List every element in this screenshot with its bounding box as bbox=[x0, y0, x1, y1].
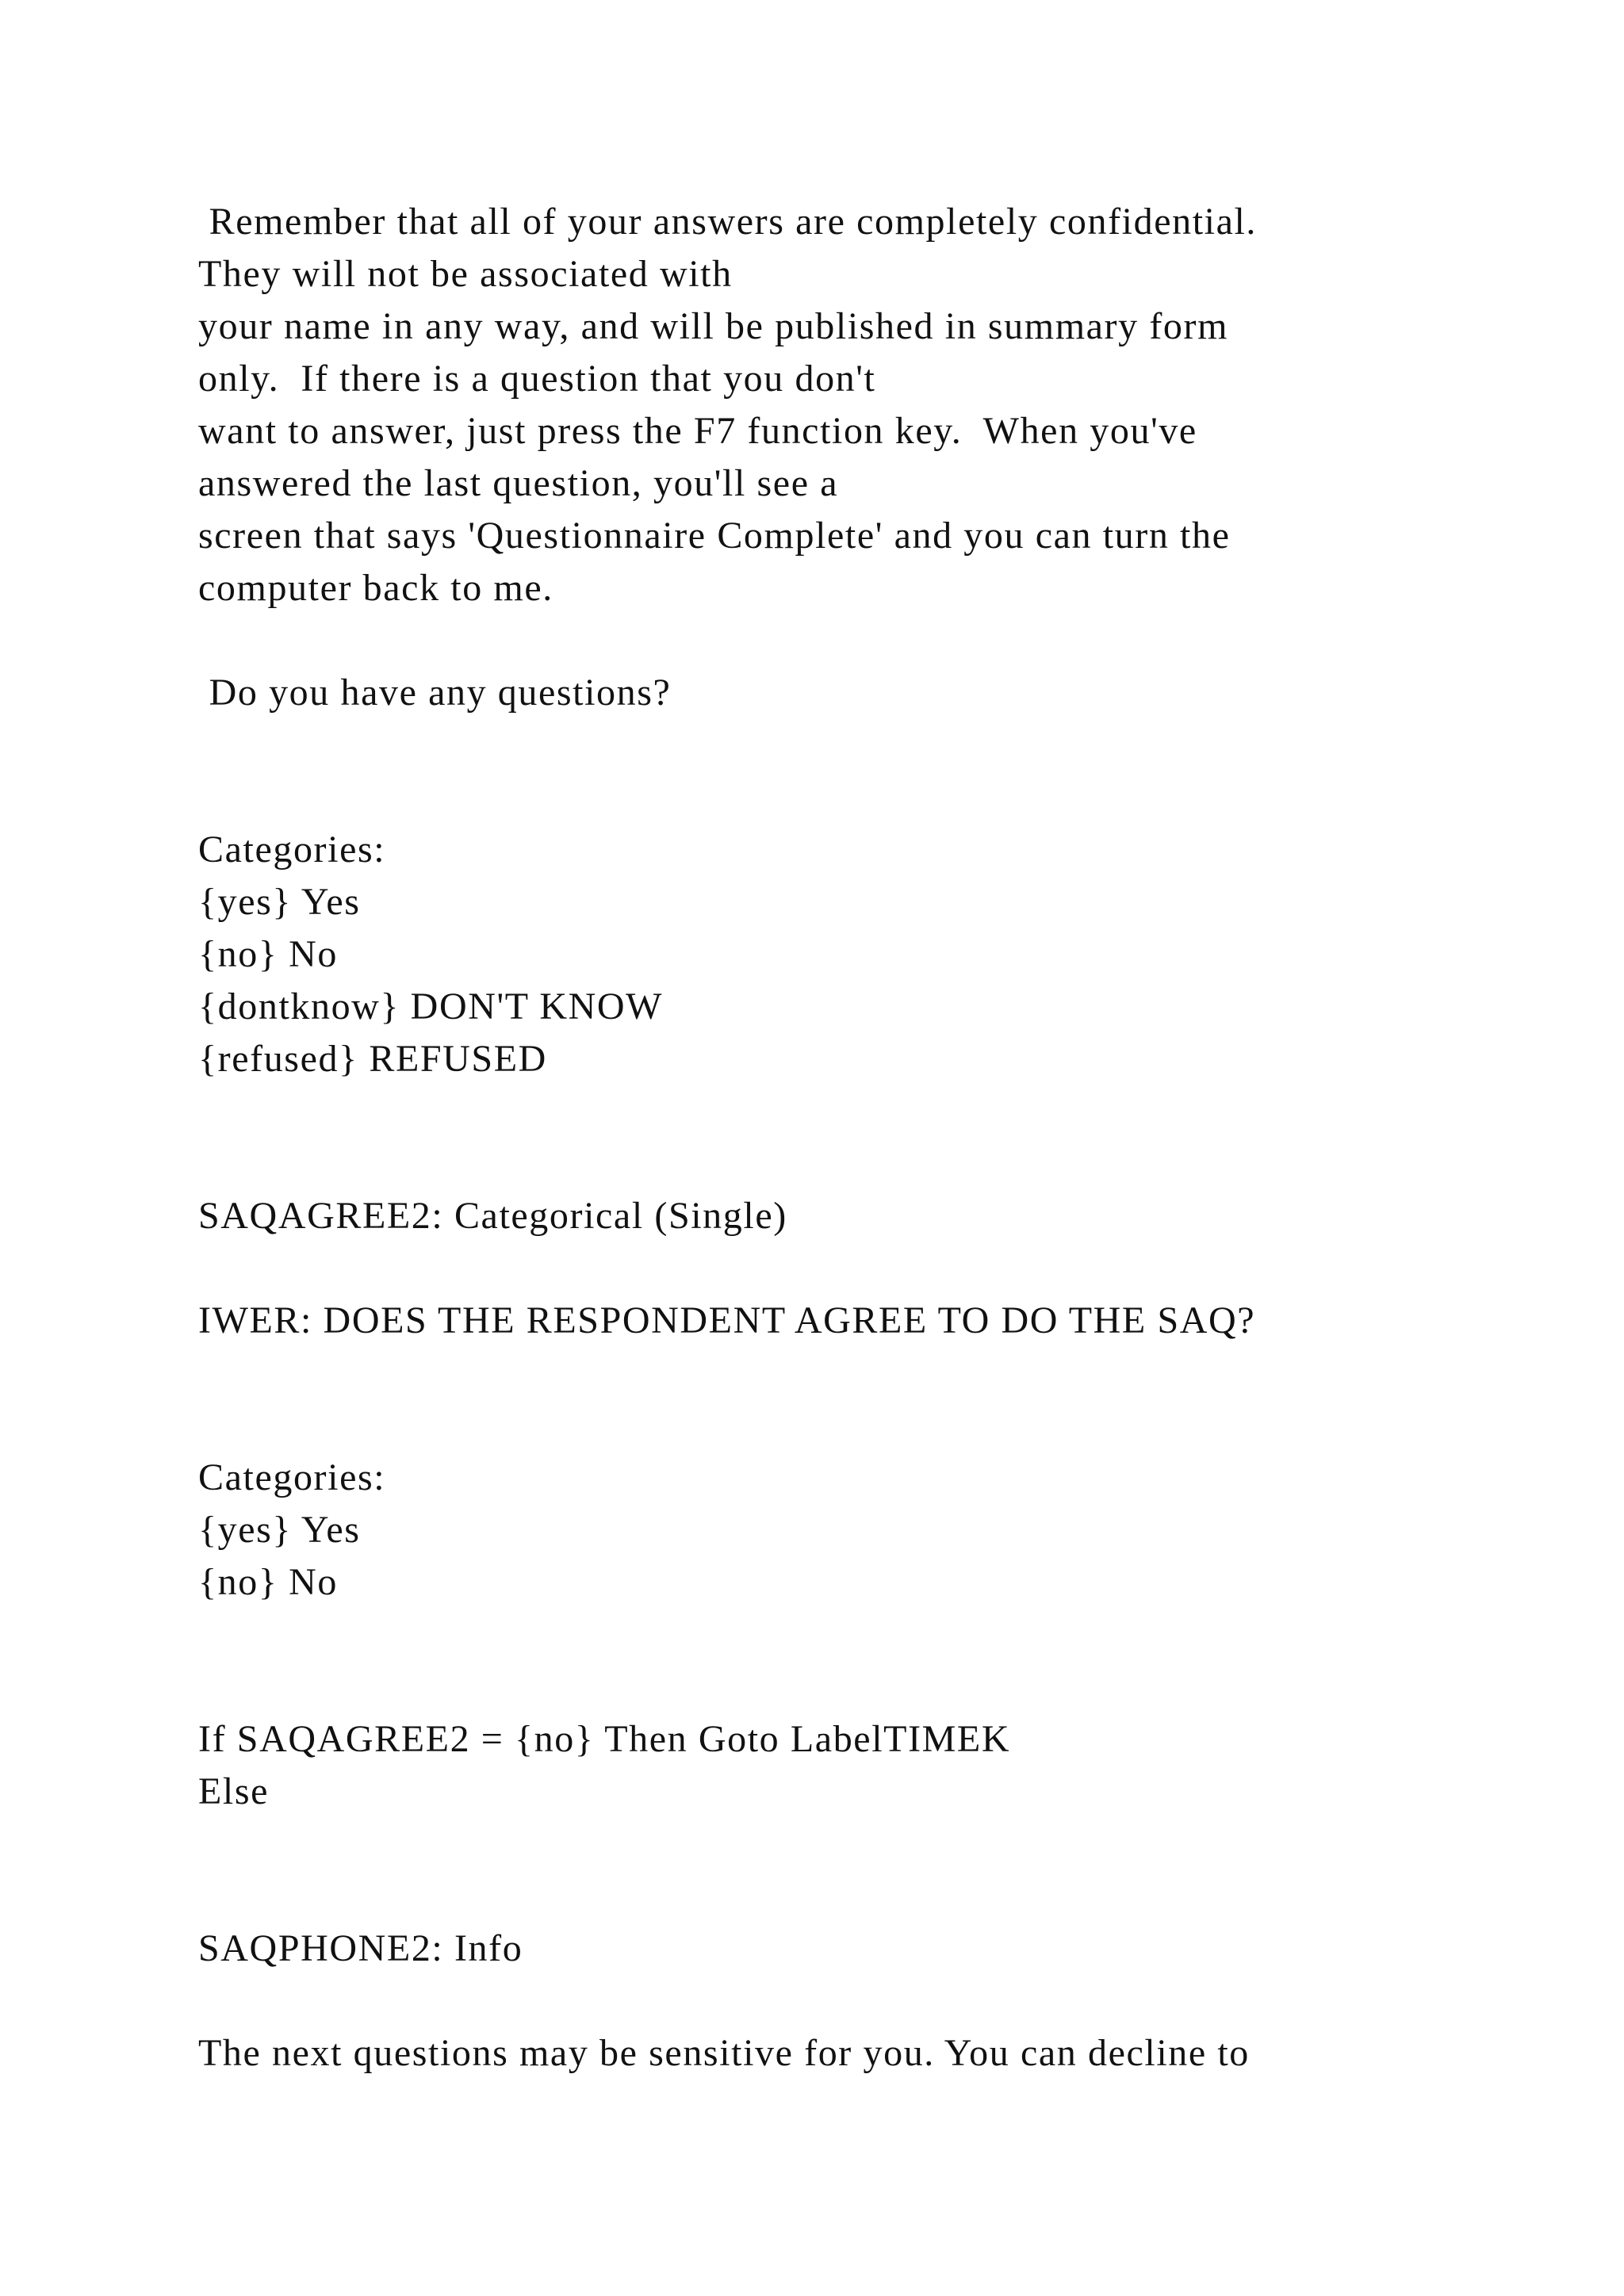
intro-line-6: answered the last question, you'll see a bbox=[198, 462, 839, 504]
category-item-no-2: {no} No bbox=[198, 1561, 338, 1603]
intro-question: Do you have any questions? bbox=[198, 672, 672, 714]
saqagree2-prompt: IWER: DOES THE RESPONDENT AGREE TO DO THE SAQ? bbox=[198, 1299, 1256, 1341]
logic-else: Else bbox=[198, 1770, 270, 1812]
categories-heading-1: Categories: bbox=[198, 828, 386, 871]
intro-line-5: want to answer, just press the F7 function key. When you've bbox=[198, 410, 1197, 452]
saqphone2-text: The next questions may be sensitive for you. You can decline to bbox=[198, 2032, 1250, 2074]
category-item-dontknow: {dontknow} DON'T KNOW bbox=[198, 985, 664, 1027]
category-item-yes-2: {yes} Yes bbox=[198, 1509, 361, 1551]
category-item-refused: {refused} REFUSED bbox=[198, 1038, 547, 1080]
saqphone2-header: SAQPHONE2: Info bbox=[198, 1927, 523, 1969]
intro-line-3: your name in any way, and will be published in summary form bbox=[198, 305, 1229, 347]
intro-line-8: computer back to me. bbox=[198, 567, 553, 609]
category-item-yes-1: {yes} Yes bbox=[198, 881, 361, 923]
intro-line-7: screen that says 'Questionnaire Complete' and you can turn the bbox=[198, 515, 1231, 557]
category-item-no-1: {no} No bbox=[198, 933, 338, 975]
intro-line-4: only. If there is a question that you don't bbox=[198, 358, 876, 400]
intro-line-1: Remember that all of your answers are completely confidential. bbox=[198, 201, 1258, 243]
intro-line-2: They will not be associated with bbox=[198, 253, 733, 295]
saqagree2-header: SAQAGREE2: Categorical (Single) bbox=[198, 1195, 787, 1237]
categories-heading-2: Categories: bbox=[198, 1456, 386, 1498]
logic-condition: If SAQAGREE2 = {no} Then Goto LabelTIMEK bbox=[198, 1718, 1011, 1760]
